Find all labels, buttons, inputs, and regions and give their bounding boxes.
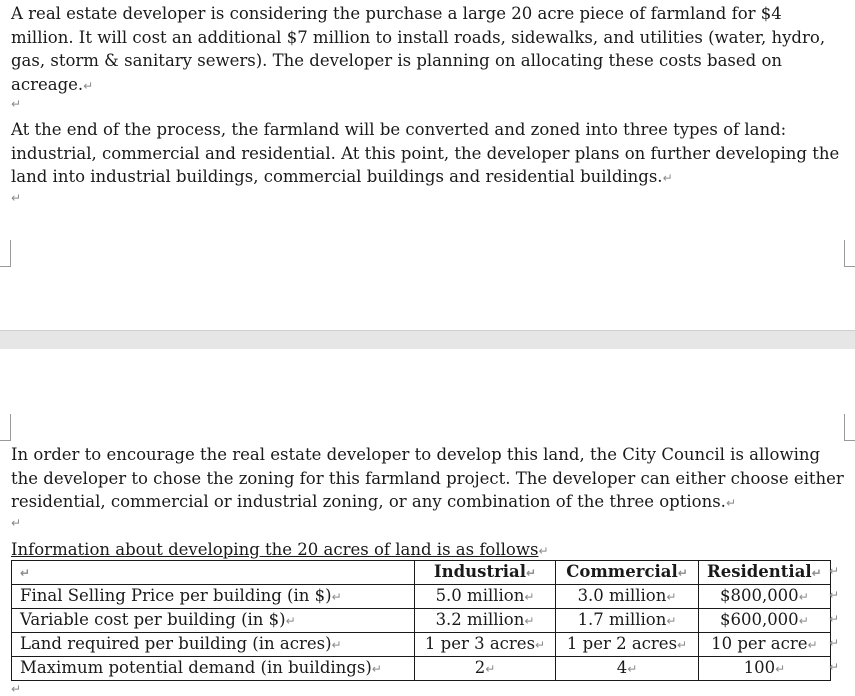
- paragraph-council: [11, 443, 846, 516]
- margin-corner-mark: [0, 414, 11, 441]
- margin-corner-mark: [844, 240, 855, 267]
- cell-value: 5.0 million: [435, 586, 525, 605]
- cell-mark-icon: ↵: [331, 590, 342, 604]
- table-header-cell: [415, 561, 556, 585]
- table-cell: [699, 633, 831, 657]
- table-row: [12, 609, 831, 633]
- paragraph-mark-icon: ↵: [11, 97, 22, 111]
- cell-mark-icon: ↵: [677, 566, 688, 580]
- table-cell: [12, 633, 415, 657]
- cell-mark-icon: ↵: [798, 614, 809, 628]
- row-end-mark-icon: ↵: [829, 564, 840, 578]
- table-cell: [415, 609, 556, 633]
- cell-mark-icon: ↵: [666, 614, 677, 628]
- cell-mark-icon: ↵: [677, 638, 688, 652]
- table-cell: [415, 633, 556, 657]
- cell-mark-icon: ↵: [666, 590, 677, 604]
- cell-value: 3.2 million: [435, 610, 525, 629]
- header-residential: Residential: [707, 562, 812, 581]
- cell-value: 1 per 2 acres: [566, 634, 678, 653]
- info-table: [11, 560, 831, 681]
- table-cell: [699, 657, 831, 681]
- table-row: [12, 585, 831, 609]
- info-heading-text: Information about developing the 20 acres of land is as follows: [11, 540, 539, 559]
- cell-mark-icon: ↵: [524, 590, 535, 604]
- table-cell: [699, 585, 831, 609]
- cell-value: 2: [474, 658, 486, 677]
- table-cell: [556, 585, 699, 609]
- table-cell: [556, 633, 699, 657]
- table-cell: [556, 609, 699, 633]
- row-end-mark-icon: ↵: [829, 588, 840, 602]
- table-header-row: [12, 561, 831, 585]
- cell-mark-icon: ↵: [627, 662, 638, 676]
- table-cell: [12, 585, 415, 609]
- row-end-mark-icon: ↵: [829, 660, 840, 674]
- paragraph-purchase: [11, 2, 846, 98]
- paragraph-mark-icon: ↵: [11, 516, 22, 530]
- table-cell: [415, 657, 556, 681]
- cell-mark-icon: ↵: [331, 638, 342, 652]
- cell-mark-icon: ↵: [371, 662, 382, 676]
- table-cell: [415, 585, 556, 609]
- cell-value: 4: [616, 658, 628, 677]
- paragraph-mark-icon: ↵: [662, 171, 673, 185]
- row-label: Maximum potential demand (in buildings): [20, 658, 372, 677]
- paragraph-mark-icon: ↵: [725, 496, 736, 510]
- cell-value: 1 per 3 acres: [424, 634, 536, 653]
- paragraph-zoning: [11, 118, 846, 191]
- paragraph-council-text: In order to encourage the real estate developer to develop this land, the City Council is allowing the developer to chose the zoning for this farmland project. The developer can either choose either residential, commercial or industrial zoning, or any combination of the three options.: [11, 445, 844, 511]
- cell-mark-icon: ↵: [798, 590, 809, 604]
- row-label: Land required per building (in acres): [20, 634, 332, 653]
- header-commercial: Commercial: [566, 562, 678, 581]
- table-cell: [699, 609, 831, 633]
- cell-value: 1.7 million: [577, 610, 667, 629]
- cell-mark-icon: ↵: [526, 566, 537, 580]
- page-separator: [0, 330, 855, 350]
- cell-value: $800,000: [719, 586, 799, 605]
- paragraph-mark-icon: ↵: [11, 682, 22, 696]
- table-cell: [12, 657, 415, 681]
- cell-mark-icon: ↵: [285, 614, 296, 628]
- paragraph-mark-icon: ↵: [83, 78, 94, 93]
- row-end-mark-icon: ↵: [829, 612, 840, 626]
- row-label: Final Selling Price per building (in $): [20, 586, 332, 605]
- row-label: Variable cost per building (in $): [20, 610, 286, 629]
- cell-mark-icon: ↵: [775, 662, 786, 676]
- table-header-cell: [12, 561, 415, 585]
- paragraph-mark-icon: ↵: [538, 544, 549, 558]
- table-cell: [12, 609, 415, 633]
- row-end-mark-icon: ↵: [829, 636, 840, 650]
- cell-mark-icon: ↵: [811, 566, 822, 580]
- paragraph-mark-icon: ↵: [11, 191, 22, 205]
- paragraph-zoning-text: At the end of the process, the farmland will be converted and zoned into three types of land: industrial, commercial and residential. At this point, the developer plans on further developing the land into industrial buildings, commercial buildings and residential buildings.: [11, 120, 840, 186]
- cell-mark-icon: ↵: [20, 566, 31, 580]
- cell-value: 100: [743, 658, 776, 677]
- margin-corner-mark: [0, 240, 11, 267]
- cell-value: $600,000: [719, 610, 799, 629]
- header-industrial: Industrial: [433, 562, 527, 581]
- table-cell: [556, 657, 699, 681]
- cell-mark-icon: ↵: [535, 638, 546, 652]
- table-header-cell: [699, 561, 831, 585]
- table-header-cell: [556, 561, 699, 585]
- cell-value: 10 per acre: [711, 634, 808, 653]
- table-row: [12, 657, 831, 681]
- paragraph-purchase-text: A real estate developer is considering the purchase a large 20 acre piece of farmland for $4 million. It will cost an additional $7 million to install roads, sidewalks, and utilities (water, hydro, gas, storm & sanitary sewers). The developer is planning on allocating these costs based on acreage.: [11, 4, 826, 94]
- cell-value: 3.0 million: [577, 586, 667, 605]
- table-row: [12, 633, 831, 657]
- cell-mark-icon: ↵: [485, 662, 496, 676]
- cell-mark-icon: ↵: [807, 638, 818, 652]
- margin-corner-mark: [844, 414, 855, 441]
- cell-mark-icon: ↵: [524, 614, 535, 628]
